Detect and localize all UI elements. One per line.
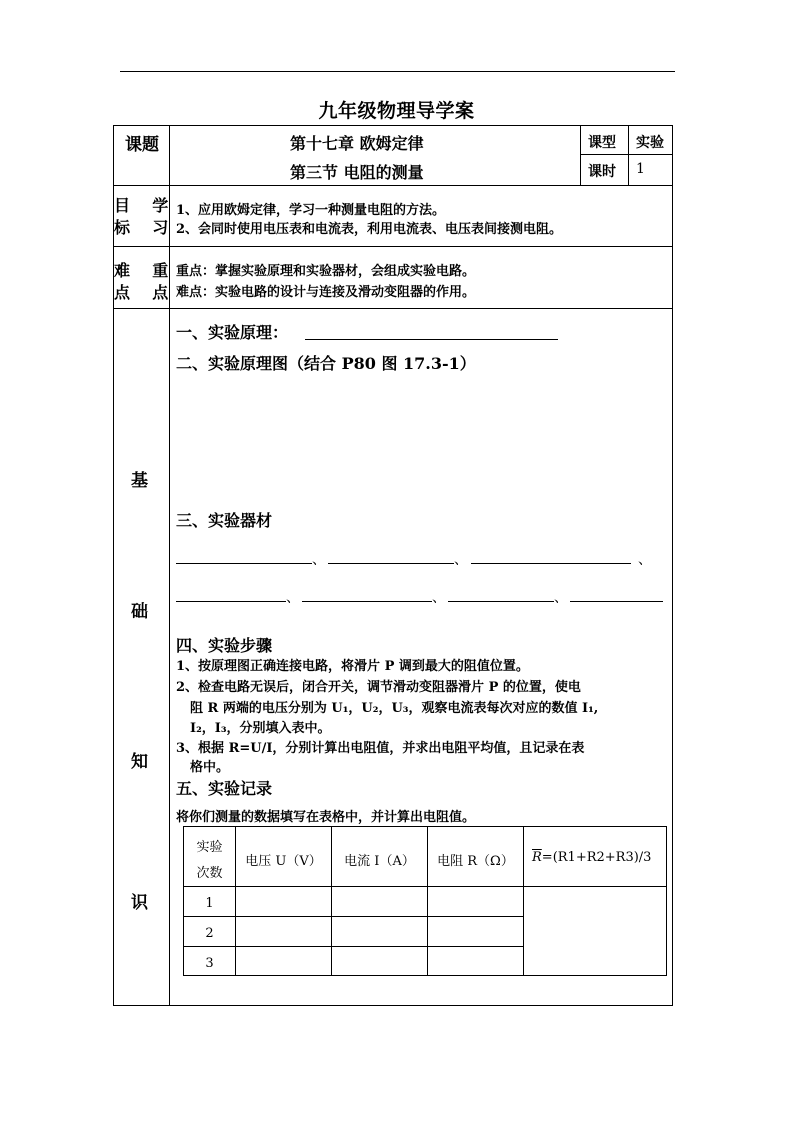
type-row-divider bbox=[580, 154, 672, 155]
trial-number-1: 1 bbox=[205, 896, 214, 911]
basics-side-char-2: 础 bbox=[131, 602, 148, 622]
section-title: 第三节 电阻的测量 bbox=[290, 163, 424, 182]
header-trial-line1: 实验 bbox=[196, 840, 223, 855]
average-formula-text: =(R1+R2+R3)/3 bbox=[541, 850, 652, 865]
average-r-symbol: $\overline{R}$ bbox=[532, 850, 542, 865]
difficulty-point: 难点：实验电路的设计与连接及滑动变阻器的作用。 bbox=[176, 285, 476, 300]
chapter-title: 第十七章 欧姆定律 bbox=[290, 134, 424, 153]
focus-point: 重点：掌握实验原理和实验器材，会组成实验电路。 bbox=[176, 264, 476, 279]
objectives-label-line2: 标 习 bbox=[114, 218, 169, 237]
record-table-col-4 bbox=[523, 826, 524, 976]
record-table-col-1 bbox=[235, 826, 236, 976]
header-average-formula bbox=[532, 850, 651, 865]
material-blank-7 bbox=[570, 601, 663, 602]
material-separator: 、 bbox=[454, 552, 468, 568]
record-table-top bbox=[183, 826, 667, 827]
step-1: 1、按原理图正确连接电路，将滑片 P 调到最大的阻值位置。 bbox=[176, 659, 529, 674]
material-separator: 、 bbox=[286, 590, 300, 606]
basics-side-char-4: 识 bbox=[131, 893, 148, 913]
lesson-type-label: 课型 bbox=[588, 135, 616, 151]
section-principle: 一、实验原理： bbox=[176, 323, 289, 342]
objective-item-1: 1、应用欧姆定律，学习一种测量电阻的方法。 bbox=[176, 203, 446, 218]
material-blank-3 bbox=[471, 563, 631, 564]
keypoints-label-line2: 点 点 bbox=[114, 283, 169, 302]
material-separator: 、 bbox=[638, 552, 652, 568]
step-3-line-2: 格中。 bbox=[190, 760, 230, 775]
principle-blank bbox=[305, 339, 558, 340]
record-intro: 将你们测量的数据填写在表格中，并计算出电阻值。 bbox=[176, 810, 476, 825]
lesson-hours-label: 课时 bbox=[588, 164, 616, 180]
step-2-line-1: 2、检查电路无误后，闭合开关，调节滑动变阻器滑片 P 的位置，使电 bbox=[176, 680, 581, 695]
material-blank-5 bbox=[302, 601, 432, 602]
record-table-bottom bbox=[183, 975, 667, 976]
record-table-col-3 bbox=[427, 826, 428, 976]
table-border-top bbox=[113, 125, 673, 126]
record-table-col-2 bbox=[331, 826, 332, 976]
type-column-divider-2 bbox=[628, 125, 629, 185]
section-materials: 三、实验器材 bbox=[176, 511, 273, 530]
material-blank-2 bbox=[328, 563, 454, 564]
trial-number-3: 3 bbox=[205, 956, 214, 971]
row-divider-1 bbox=[113, 185, 673, 186]
objective-item-2: 2、会同时使用电压表和电流表，利用电流表、电压表间接测电阻。 bbox=[176, 222, 563, 237]
label-column-divider bbox=[169, 125, 170, 1006]
objectives-label-line1: 目 学 bbox=[114, 196, 169, 215]
course-label: 课题 bbox=[125, 135, 159, 155]
step-2-line-2: 阻 R 两端的电压分别为 U₁，U₂，U₃，观察电流表每次对应的数值 I₁, bbox=[190, 701, 599, 716]
material-separator: 、 bbox=[432, 590, 446, 606]
keypoints-label-line1: 难 重 bbox=[114, 261, 169, 280]
lesson-hours-value: 1 bbox=[636, 161, 645, 177]
table-border-right bbox=[672, 125, 673, 1006]
header-trial-line2: 次数 bbox=[196, 866, 223, 881]
row-divider-2 bbox=[113, 246, 673, 247]
step-3-line-1: 3、根据 R=U/I，分别计算出电阻值，并求出电阻平均值，且记录在表 bbox=[176, 741, 585, 756]
table-border-bottom bbox=[113, 1005, 673, 1006]
section-diagram: 二、实验原理图（结合 P80 图 17.3-1） bbox=[176, 354, 476, 373]
record-table-header-bottom bbox=[183, 886, 667, 887]
material-separator: 、 bbox=[554, 590, 568, 606]
lesson-type-value: 实验 bbox=[636, 135, 664, 151]
material-separator: 、 bbox=[312, 552, 326, 568]
step-2-line-3: I₂，I₃，分别填入表中。 bbox=[190, 721, 331, 736]
document-title: 九年级物理导学案 bbox=[318, 100, 475, 122]
header-voltage: 电压 U（V） bbox=[245, 854, 322, 869]
section-steps: 四、实验步骤 bbox=[176, 636, 273, 655]
material-blank-4 bbox=[176, 601, 286, 602]
header-resistance: 电阻 R（Ω） bbox=[437, 854, 514, 869]
material-blank-1 bbox=[176, 563, 312, 564]
trial-number-2: 2 bbox=[205, 926, 214, 941]
basics-side-char-1: 基 bbox=[131, 471, 148, 491]
type-column-divider-1 bbox=[580, 125, 581, 185]
material-blank-6 bbox=[448, 601, 554, 602]
header-current: 电流 I（A） bbox=[344, 854, 415, 869]
record-table-right bbox=[666, 826, 667, 976]
row-divider-3 bbox=[113, 308, 673, 309]
section-record: 五、实验记录 bbox=[176, 779, 273, 798]
header-rule bbox=[120, 71, 675, 72]
basics-side-char-3: 知 bbox=[131, 752, 148, 772]
